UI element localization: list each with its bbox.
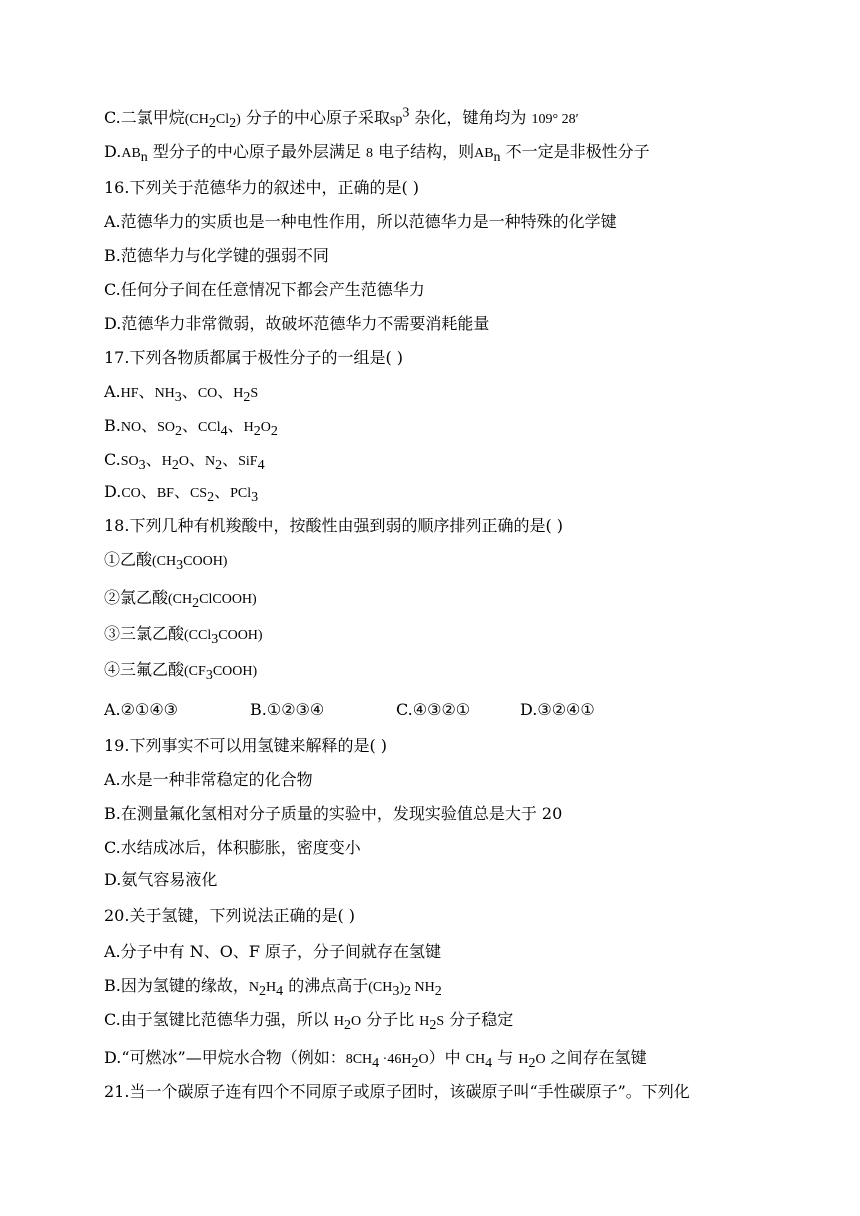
text-run: B.范德华力与化学键的强弱不同 [104,246,329,265]
q19-option-b [104,803,562,825]
text-run: A.分子中有 N、O、F 原子，分子间就存在氢键 [104,942,442,961]
formula-run: 2 [404,984,411,1000]
formula-run: 4 [372,1056,380,1072]
text-run: 的沸点高于 [283,976,369,995]
q18-stem [104,515,563,537]
formula-run: S [250,386,259,401]
text-run: C.任何分子间在任意情况下都会产生范德华力 [104,280,425,299]
text-run: ②氯乙酸 [104,588,169,607]
formula-run: 2 [343,1018,351,1034]
text-run: 杂化，键角均为 [409,108,532,127]
formula-run: sp [389,112,403,127]
formula-run: NH [411,980,435,995]
text-run: C.二氯甲烷 [104,108,185,127]
text-run: 21.当一个碳原子连有四个不同原子或原子团时，该碳原子叫“手性碳原子”。下列化 [104,1082,690,1101]
q20-option-a [104,941,441,963]
formula-run: (CH [168,592,193,607]
text-run: A. [104,382,121,401]
formula-run: H [243,420,254,435]
formula-run: 2 [215,458,223,474]
text-run: B.因为氢键的缘故， [104,976,249,995]
text-run: D. [104,482,122,501]
formula-run: CO [121,486,141,501]
text-run: 、 [140,482,157,501]
q16-option-d [104,313,489,335]
formula-run: 2 [243,390,251,406]
formula-run: 2 [229,116,237,132]
q17-stem [104,347,403,369]
q18-option: D.③②④① [520,700,595,719]
text-run: 、 [227,416,244,435]
formula-run: HF [120,386,139,401]
formula-run: CO [197,386,218,401]
formula-run: 2 [429,1018,437,1034]
text-run: ）中 [428,1048,466,1067]
formula-run: N [204,454,216,469]
text-run: C.由于氢键比范德华力强，所以 [104,1010,334,1029]
formula-run: 2 [171,458,179,474]
q18-item-4 [104,659,257,683]
formula-run: AB [121,146,141,161]
text-run: D.氨气容易液化 [104,870,218,889]
formula-run: 3 [138,458,146,474]
formula-run: H [419,1014,430,1029]
formula-run: 4 [257,458,265,474]
formula-run: ClCOOH) [199,592,257,607]
formula-run: PCl [230,486,252,501]
formula-run: AB [474,146,494,161]
formula-run: 3 [211,632,219,648]
text-run: 19.下列事实不可以用氢键来解释的是( ) [104,736,388,755]
formula-run: 8CH [345,1052,373,1067]
text-run: 、 [141,416,158,435]
formula-run: 3 [251,490,259,506]
text-run: D.“可燃冰”—甲烷水合物（例如： [104,1048,346,1067]
formula-run: 2 [207,490,215,506]
formula-run: O [350,1014,362,1029]
text-run: 之间存在氢键 [545,1048,647,1067]
text-run: 16.下列关于范德华力的叙述中，正确的是( ) [104,178,420,197]
q18-option: B.①②③④ [250,700,325,719]
formula-run: (CH [368,980,393,995]
formula-run: (CH [152,554,177,569]
formula-run: CH [465,1052,486,1067]
formula-run: 4 [485,1056,493,1072]
formula-run: ·46H [379,1052,412,1067]
text-run: 不一定是非极性分子 [500,142,650,161]
text-run: 17.下列各物质都属于极性分子的一组是( ) [104,348,404,367]
formula-run: Cl [215,112,230,127]
formula-run: (CF [184,664,206,679]
text-run: 与 [492,1048,519,1067]
q17-option-a [104,381,258,405]
q17-option-b [104,415,278,439]
formula-run: 2 [411,1056,419,1072]
formula-run: (CCl [184,628,212,643]
q20-stem [104,905,355,927]
q18-option: C.④③②① [396,700,471,719]
formula-run: 2 [270,424,278,440]
text-run: C. [104,450,121,469]
text-run: C.水结成冰后，体积膨胀，密度变小 [104,838,361,857]
formula-run: 3 [174,390,182,406]
q18-option: A.②①④③ [104,700,179,719]
q15-option-d [104,141,650,165]
formula-run: O [418,1052,429,1067]
formula-run: ) [399,980,404,995]
q17-option-c [104,449,265,473]
formula-run: 2 [175,424,182,440]
q18-item-2 [104,587,257,611]
text-run: 、 [181,382,198,401]
text-run: 、 [173,482,190,501]
text-run: 分子稳定 [444,1010,514,1029]
formula-run: S [436,1014,445,1029]
text-run: 、 [182,416,199,435]
q18-item-1 [104,549,227,573]
formula-run: 3 [205,668,213,684]
formula-run: NH [154,386,175,401]
q18-options-row [104,699,640,721]
q21-stem [104,1081,690,1103]
formula-run: 4 [220,424,228,440]
q17-option-d [104,481,258,505]
formula-run: N [248,980,259,995]
formula-run: (CH [184,112,209,127]
q16-stem [104,177,419,199]
text-run: B.在测量氟化氢相对分子质量的实验中，发现实验值总是大于 20 [104,804,563,823]
formula-run: 4 [276,984,284,1000]
text-run: 20.关于氢键，下列说法正确的是( ) [104,906,356,925]
q20-option-b [104,975,442,999]
formula-run: CCl [198,420,221,435]
formula-run: O [535,1052,546,1067]
formula-run: 2 [208,116,216,132]
q15-option-c [104,107,579,131]
text-run: 分子的中心原子采取 [240,108,390,127]
q16-option-c [104,279,425,301]
text-run: 分子比 [361,1010,420,1029]
formula-run: NO [120,420,142,435]
formula-run: 3 [392,984,400,1000]
formula-run: SO [120,454,139,469]
formula-run: COOH) [218,628,263,643]
formula-run: H [265,980,277,995]
text-run: 电子结构，则 [372,142,475,161]
formula-run: SiF [238,454,258,469]
text-run: ③三氯乙酸 [104,624,185,643]
q20-option-d [104,1047,647,1071]
text-run: D. [104,142,122,161]
formula-run: 2 [258,984,266,1000]
formula-run: 8 [365,146,373,161]
formula-run: BF [156,486,174,501]
text-run: B. [104,416,121,435]
formula-run: 3 [176,558,184,574]
q16-option-b [104,245,329,267]
text-run: 、 [138,382,155,401]
text-run: 、 [214,482,231,501]
q19-option-a [104,769,313,791]
formula-run: CS [189,486,208,501]
formula-run: COOH) [183,554,228,569]
formula-run: H [518,1052,529,1067]
formula-run: O [178,454,189,469]
text-run: A.范德华力的实质也是一种电性作用，所以范德华力是一种特殊的化学键 [104,212,617,231]
q19-stem [104,735,387,757]
text-run: 、 [188,450,205,469]
q19-option-d [104,869,217,891]
text-run: A.水是一种非常稳定的化合物 [104,770,313,789]
formula-run: 2 [528,1056,536,1072]
formula-run: 2 [192,596,200,612]
formula-run: 109° 28′ [531,112,579,127]
q16-option-a [104,211,617,233]
formula-run: SO [157,420,175,435]
text-run: 、 [217,382,234,401]
text-run: ①乙酸 [104,550,153,569]
formula-run: 2 [253,424,261,440]
formula-run: ) [236,112,241,127]
formula-run: 3 [402,105,410,121]
text-run: ④三氟乙酸 [104,660,185,679]
q18-item-3 [104,623,263,647]
formula-run: O [260,420,271,435]
text-run: 、 [145,450,162,469]
q19-option-c [104,837,361,859]
text-run: 型分子的中心原子最外层满足 [147,142,366,161]
q20-option-c [104,1009,513,1033]
formula-run: n [140,150,148,166]
text-run: 18.下列几种有机羧酸中，按酸性由强到弱的顺序排列正确的是( ) [104,516,564,535]
text-run: 、 [222,450,239,469]
formula-run: 2 [434,984,442,1000]
formula-run: COOH) [212,664,258,679]
text-run: D.范德华力非常微弱，故破坏范德华力不需要消耗能量 [104,314,490,333]
formula-run: H [161,454,172,469]
formula-run: H [233,386,244,401]
formula-run: n [493,150,501,166]
formula-run: H [333,1014,344,1029]
